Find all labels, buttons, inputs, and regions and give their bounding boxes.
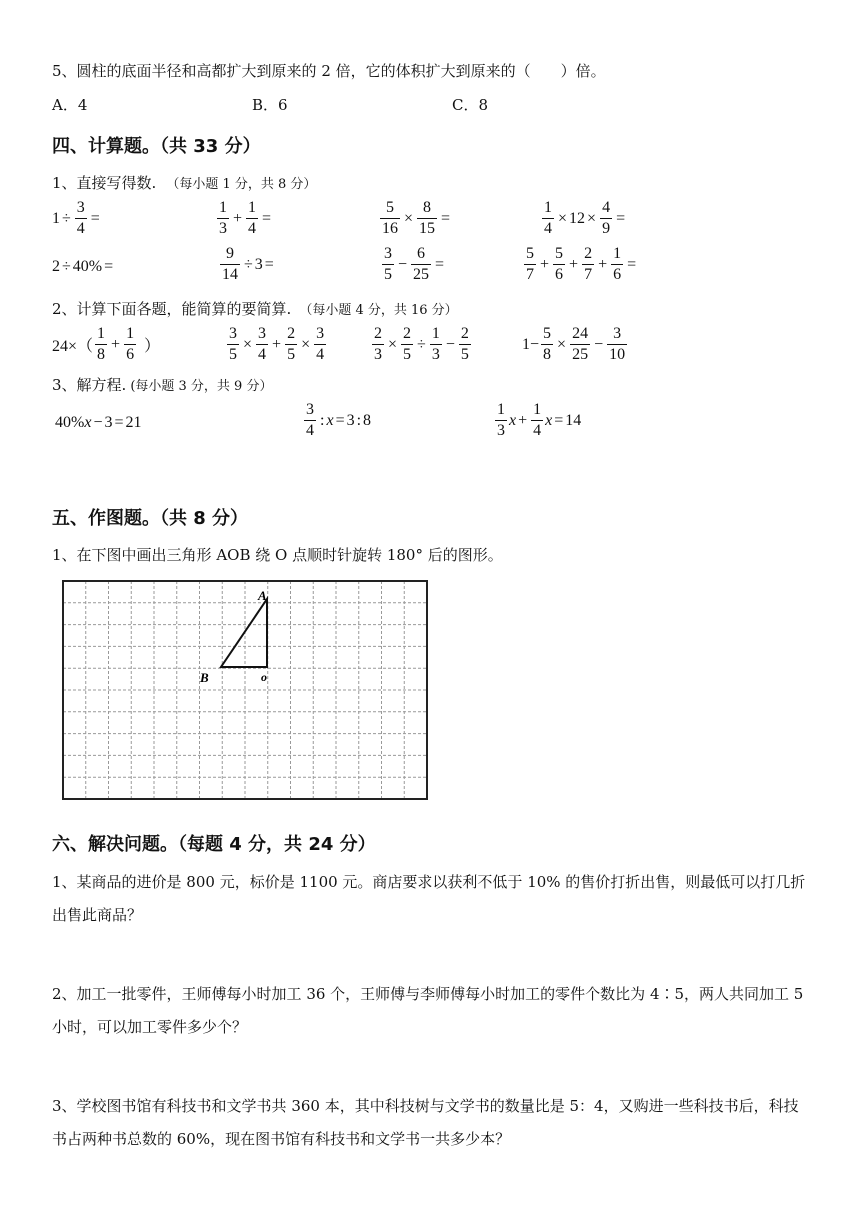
expr-12: 1− $\frac{5}{8}$ × $\frac{24}{25}$ − $\frac{3}{10}$ <box>522 325 626 363</box>
expr-3: $\frac{5}{16}$ × $\frac{8}{15}$ = <box>382 199 451 237</box>
grid-lines <box>63 581 427 799</box>
expr-10: $\frac{3}{5}$ × $\frac{3}{4}$ + $\frac{2}{5}$ × $\frac{3}{4}$ <box>229 325 325 363</box>
section-4-heading: 四、计算题。（共 33 分） <box>52 136 261 157</box>
expr-2: 1 3 + $\frac{1}{4}$ = <box>219 199 272 237</box>
section-5-heading: 五、作图题。（共 8 分） <box>52 508 249 529</box>
expr-11: $\frac{2}{3}$ × $\frac{2}{5}$ ÷ $\frac{1}{3}$ − $\frac{2}{5}$ <box>374 325 469 363</box>
grid-figure <box>60 578 430 802</box>
expr-4: $\frac{1}{4}$ × 12 × $\frac{4}{9}$ = <box>544 199 626 237</box>
equation-2: 3 4 : x = 3 : 8 <box>306 401 372 439</box>
expr-6: $\frac{9}{14}$ ÷ 3 = <box>222 245 274 283</box>
triangle-aob <box>221 599 267 667</box>
equation-3: 1 3 x + $\frac{1}{4}$ x = 14 <box>497 401 582 439</box>
part-3-title: 3、解方程. (每小题 3 分，共 9 分） <box>52 376 273 394</box>
section-6-question-2: 2、加工一批零件，王师傅每小时加工 36 个，王师傅与李师傅每小时加工的零件个数比为 4∶5，两人共同加工 5 小时，可以加工零件多少个？ <box>52 985 804 1036</box>
label-a: A <box>258 588 267 603</box>
expr-7: 3 5 − $\frac{6}{25}$ = <box>384 245 445 283</box>
expr-5: 2 ÷ 40% = <box>52 258 114 275</box>
option-a: A．4 <box>52 96 88 114</box>
label-o: o <box>261 670 267 684</box>
section-6-heading: 六、解决问题。（每题 4 分，共 24 分） <box>52 834 376 855</box>
option-c: C．8 <box>452 96 489 114</box>
question-5-text: 5、圆柱的底面半径和高都扩大到原来的 2 倍，它的体积扩大到原来的（ ）倍。 <box>52 62 606 80</box>
expr-1: 1 ÷ $\frac{3}{4}$ = <box>52 199 100 237</box>
section-5-question-1: 1、在下图中画出三角形 AOB 绕 O 点顺时针旋转 180° 后的图形。 <box>52 546 503 564</box>
part-2-title: 2、计算下面各题，能简算的要简算. （每小题 4 分，共 16 分） <box>52 300 458 318</box>
expr-8: 5 7 + $\frac{5}{6}$ + $\frac{2}{7}$ + $\frac{1}{6}$ = <box>526 245 637 283</box>
section-6-question-3: 3、学校图书馆有科技书和文学书共 360 本，其中科技树与文学书的数量比是 5：4，又购进一些科技书后，科技书占两种书总数的 60%，现在图书馆有科技书和文学书一共多少本？ <box>52 1097 799 1148</box>
option-b: B．6 <box>252 96 288 114</box>
label-b: B <box>200 670 209 685</box>
part-1-title: 1、直接写得数. （每小题 1 分，共 8 分） <box>52 174 317 192</box>
equation-1: 40% x − 3 = 21 <box>55 414 142 431</box>
section-6-question-1: 1、某商品的进价是 800 元，标价是 1100 元。商店要求以获利不低于 10% 的售价打折出售，则最低可以打几折出售此商品？ <box>52 873 806 924</box>
expr-9: 24×（ 1 8 + $\frac{1}{6}$ ） <box>52 325 161 363</box>
